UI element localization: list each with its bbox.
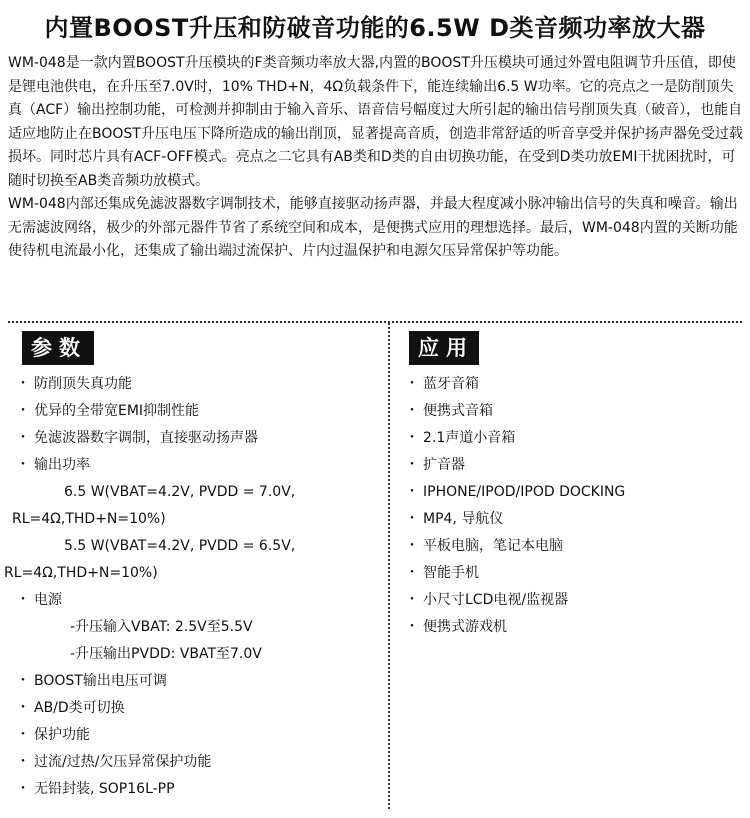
bullet-mark: ・ [16,700,30,716]
bullet-mark: ・ [16,781,30,797]
param-item [16,695,295,722]
vertical-divider [388,323,390,809]
param-item [16,371,295,398]
applications-list [405,371,625,641]
application-item [405,560,625,587]
application-item-text: 智能手机 [423,565,479,581]
application-item [405,506,625,533]
param-item-text: RL=4Ω,THD+N=10%) [4,565,158,581]
param-item-text: 电源 [34,592,62,608]
bullet-mark: ・ [405,592,419,608]
param-item [2,533,295,560]
horizontal-divider [8,321,742,323]
application-item [405,533,625,560]
param-item-text: 过流/过热/欠压异常保护功能 [34,754,212,770]
bullet-mark: ・ [16,457,30,473]
intro-paragraph: WM-048内部还集成免滤波器数字调制技术，能够直接驱动扬声器，并最大程度减小脉冲输出信号的失真和噪音。输出无需滤波网络，极少的外部元器件节省了系统空间和成本，是便携式应用的理想选择。最后，WM-048内置的关断功能使待机电流最小化，还集成了输出端过流保护、片内过温保护和电源欠压异常保护等功能。 [8,196,738,259]
bullet-mark: ・ [405,376,419,392]
application-item [405,587,625,614]
bullet-mark: ・ [405,511,419,527]
bullet-mark: ・ [405,457,419,473]
params-heading: 参数 [22,331,94,365]
bullet-mark: ・ [16,727,30,743]
bullet-mark: ・ [16,376,30,392]
param-item [16,722,295,749]
application-item [405,371,625,398]
param-item [16,452,295,479]
param-item-text: BOOST输出电压可调 [34,673,167,689]
application-item-text: 便携式音箱 [423,403,493,419]
application-item [405,614,625,641]
application-item-text: 2.1声道小音箱 [423,430,516,446]
application-item-text: 蓝牙音箱 [423,376,479,392]
param-item [2,614,295,641]
bullet-mark: ・ [405,430,419,446]
param-item-text: -升压输出PVDD: VBAT至7.0V [70,646,262,662]
application-item-text: 扩音器 [423,457,465,473]
param-item [2,479,295,506]
application-item-text: 便携式游戏机 [423,619,507,635]
param-item-text: RL=4Ω,THD+N=10%) [12,511,166,527]
application-item [405,398,625,425]
intro-text [8,52,744,264]
param-item-text: 5.5 W(VBAT=4.2V, PVDD = 6.5V, [64,538,296,554]
param-item-text: 6.5 W(VBAT=4.2V, PVDD = 7.0V, [64,484,296,500]
bullet-mark: ・ [405,619,419,635]
bullet-mark: ・ [16,403,30,419]
applications-heading: 应用 [409,331,479,365]
bullet-mark: ・ [16,430,30,446]
bullet-mark: ・ [405,403,419,419]
application-item-text: IPHONE/IPOD/IPOD DOCKING [423,484,626,500]
param-item [2,560,295,587]
bullet-mark: ・ [16,592,30,608]
param-item [16,398,295,425]
bullet-mark: ・ [405,538,419,554]
param-item-text: 优异的全带宽EMI抑制性能 [34,403,200,419]
param-item [16,776,295,803]
intro-paragraph: WM-048是一款内置BOOST升压模块的F类音频功率放大器,内置的BOOST升压模块可通过外置电阻调节升压值，即使是锂电池供电，在升压至7.0V时，10% THD+N，4Ω负载条件下，能连续输出6.5 W功率。它的亮点之一是防削顶失真（ACF）输出控制功能，可检测并抑制由于输入音乐、语音信号幅度过大所引起的输出信号削顶失真（破音），也能自适应地防止在BOOST升压电压下降所造成的输出削顶，显著提高音质，创造非常舒适的听音享受并保护扬声器免受过载损坏。同时芯片具有ACF-OFF模式。亮点之二它具有AB类和D类的自由切换功能，在受到D类功放EMI干扰困扰时，可随时切换至AB类音频功放模式。 [8,55,743,189]
param-item [2,506,295,533]
param-item [16,425,295,452]
page-title: 内置BOOST升压和防破音功能的6.5W D类音频功率放大器 [44,14,706,42]
application-item [405,479,625,506]
application-item-text: 小尺寸LCD电视/监视器 [423,592,569,608]
application-item-text: MP4, 导航仪 [423,511,504,527]
param-item [16,749,295,776]
bullet-mark: ・ [405,565,419,581]
param-item [16,587,295,614]
application-item-text: 平板电脑，笔记本电脑 [423,538,563,554]
application-item [405,425,625,452]
application-item [405,452,625,479]
param-item-text: 防削顶失真功能 [34,376,132,392]
param-item-text: AB/D类可切换 [34,700,125,716]
bullet-mark: ・ [16,754,30,770]
param-item-text: 输出功率 [34,457,90,473]
bullet-mark: ・ [405,484,419,500]
param-item-text: 免滤波器数字调制，直接驱动扬声器 [34,430,258,446]
param-item-text: -升压输入VBAT: 2.5V至5.5V [70,619,253,635]
param-item [16,668,295,695]
param-item [2,641,295,668]
params-list [4,371,296,803]
param-item-text: 无铅封装, SOP16L-PP [34,781,175,797]
bullet-mark: ・ [16,673,30,689]
param-item-text: 保护功能 [34,727,90,743]
